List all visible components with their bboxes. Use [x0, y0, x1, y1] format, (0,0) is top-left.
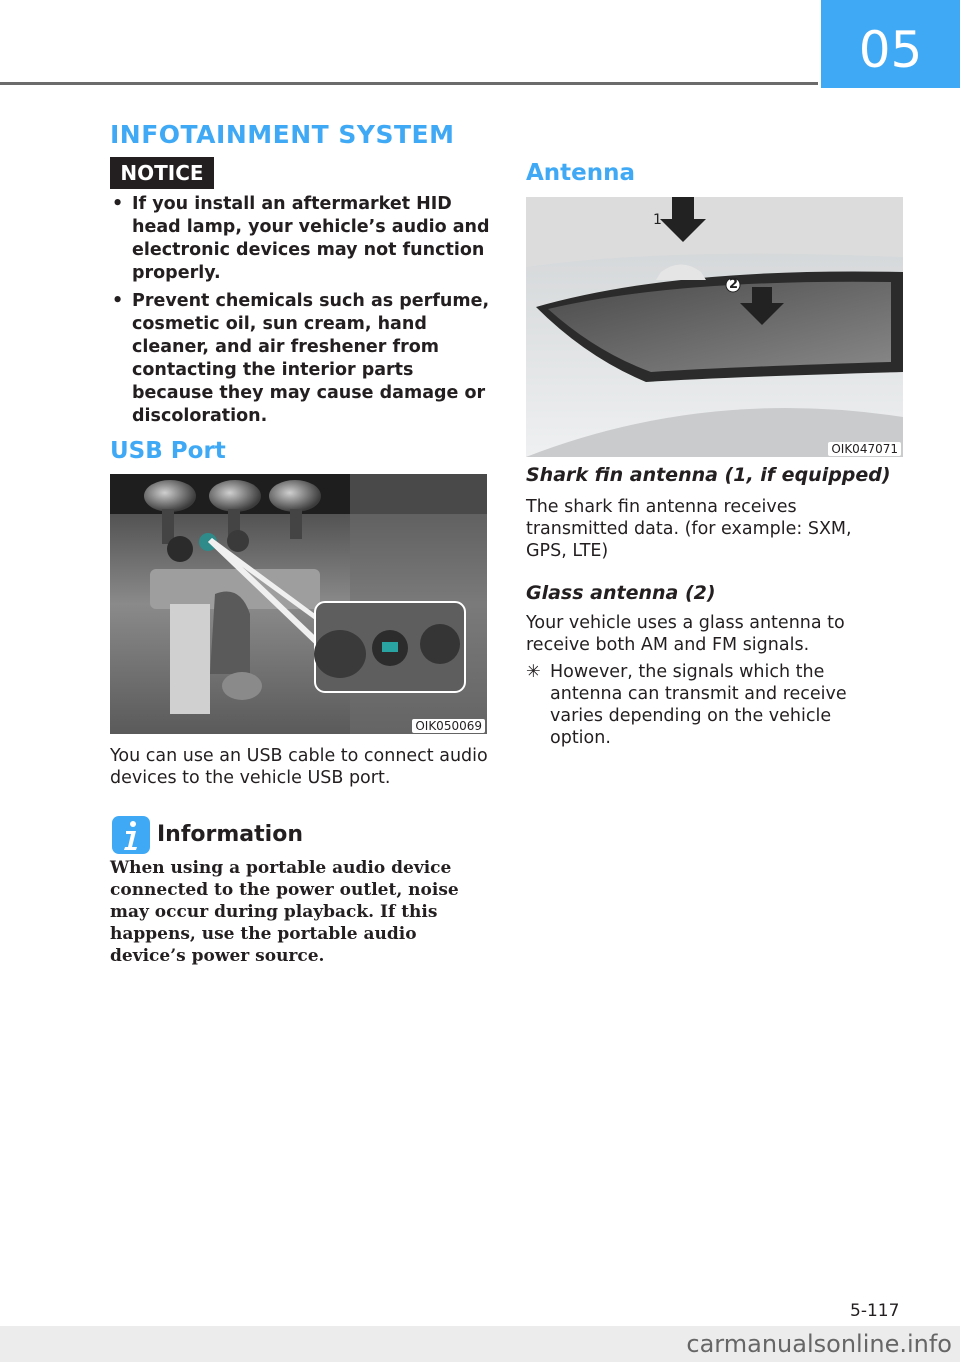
antenna-note-text: However, the signals which the antenna can transmit and receive varies depending on the vehicle option.	[550, 662, 847, 748]
header-rule	[0, 82, 818, 85]
usb-port-title: USB Port	[110, 438, 226, 464]
notice-list	[110, 193, 490, 433]
watermark-text: carmanualsonline.info	[686, 1330, 952, 1358]
notice-item: • If you install an aftermarket HID head lamp, your vehicle’s audio and electronic devices may not function properly.	[110, 193, 490, 285]
antenna-title: Antenna	[526, 160, 636, 186]
information-title: Information	[157, 822, 303, 847]
page-number: 5-117	[850, 1301, 900, 1321]
antenna-image-code: OIK047071	[828, 442, 901, 456]
glass-antenna-text: Your vehicle uses a glass antenna to receive both AM and FM signals.	[526, 613, 845, 655]
notice-item: • Prevent chemicals such as perfume, cosmetic oil, sun cream, hand cleaner, and air freshener from contacting the interior parts because they may cause damage or discoloration.	[110, 290, 490, 428]
usb-port-photo	[110, 474, 487, 734]
shark-fin-text: The shark fin antenna receives transmitted data. (for example: SXM, GPS, LTE)	[526, 497, 852, 561]
section-title: INFOTAINMENT SYSTEM	[110, 120, 455, 149]
callout-1: 1	[653, 212, 662, 228]
asterisk-icon: ✳	[526, 662, 541, 682]
usb-image-code: OIK050069	[412, 719, 485, 733]
callout-2: 2	[729, 277, 739, 292]
information-text: When using a portable audio device connected to the power outlet, noise may occur during playback. If this happens, use the portable audio device’s power source.	[110, 858, 459, 966]
shark-fin-heading: Shark fin antenna (1, if equipped)	[526, 464, 891, 486]
antenna-note	[526, 661, 886, 749]
glass-antenna-heading: Glass antenna (2)	[526, 582, 716, 604]
usb-description: You can use an USB cable to connect audio devices to the vehicle USB port.	[110, 746, 488, 788]
watermark-bar	[0, 1326, 960, 1362]
information-icon	[112, 816, 150, 854]
antenna-photo	[526, 197, 903, 457]
notice-badge: NOTICE	[110, 157, 214, 189]
chapter-number: 05	[858, 21, 923, 79]
chapter-tab	[821, 0, 960, 88]
